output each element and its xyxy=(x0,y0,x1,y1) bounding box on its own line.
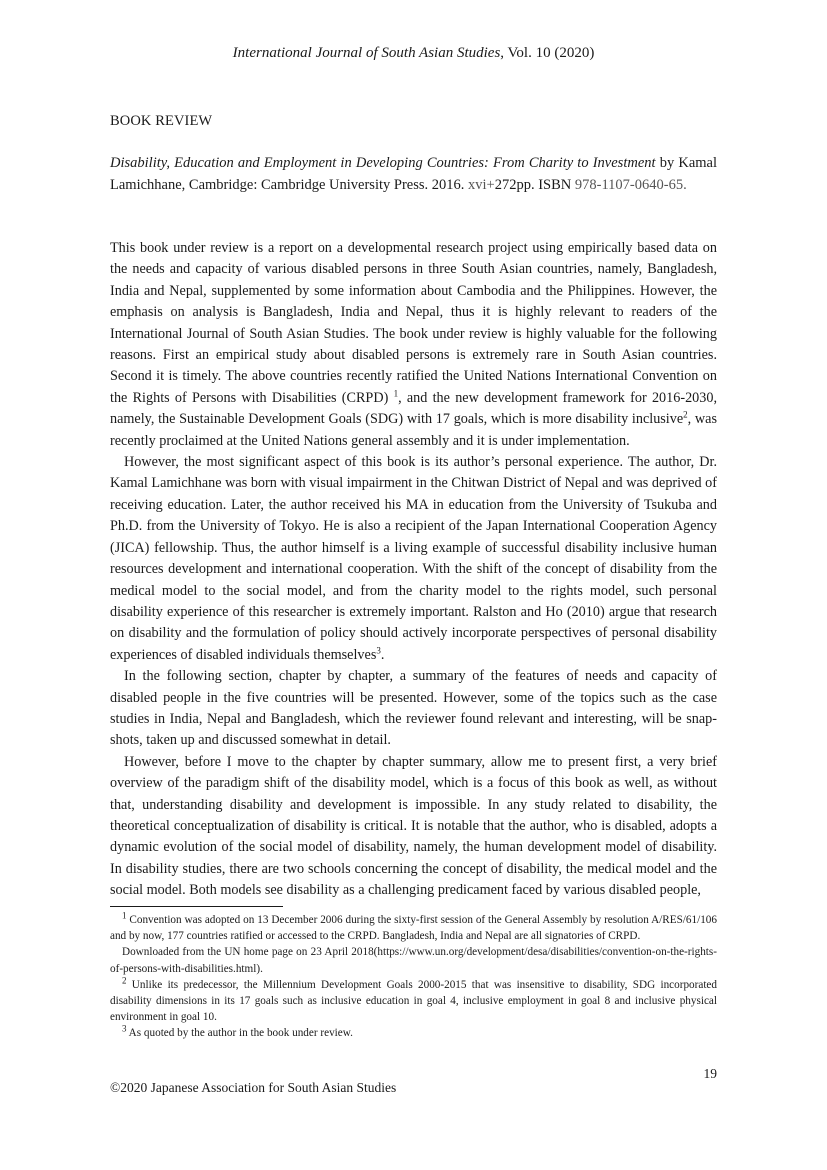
footnote-divider xyxy=(110,906,283,907)
copyright-notice: ©2020 Japanese Association for South Asian Studies xyxy=(110,1080,397,1095)
body-paragraph xyxy=(110,452,717,666)
citation-pages: 272pp. ISBN xyxy=(494,176,575,193)
footnote-ref: 3 xyxy=(376,644,381,655)
book-citation xyxy=(110,153,717,196)
body-text-segment: This book under review is a report on a developmental research project using empirically based data on the needs and capacity of various disabled persons in three South Asian countries, namely, Bangladesh, India and Nepal, supplemented by some information about Cambodia and the Philippines. However, the emphasis on analysis is Bangladesh, India and Nepal, thus it is highly relevant to readers of the International Journal of South Asian Studies. The book under review is highly valuable for the following reasons. First an empirical study about disabled persons is extremely rare in South Asian countries. Second it is timely. The above countries recently ratified the United Nations International Convention on the Rights of Persons with Disabilities (CRPD) xyxy=(110,240,717,406)
book-title: Disability, Education and Employment in Developing Countries: From Charity to Investment xyxy=(110,155,656,171)
body-text-segment: . xyxy=(380,646,385,663)
footnote-text: Unlike its predecessor, the Millennium Development Goals 2000-2015 that was insensitive to disability, SDG incorporated disability dimensions in its 17 goals such as inclusive education in goal 4, inclusive employment in goal 8 and inclusive physical environment in goal 10. xyxy=(110,978,717,1024)
body-paragraph: However, before I move to the chapter by chapter summary, allow me to present first, a very brief overview of the paradigm shift of the disability model, which is a focus of this book as well, as without that, understanding disability and development is impossible. In any study related to disability, the theoretical conceptualization of disability is critical. It is notable that the author, who is disabled, adopts a dynamic evolution of the social model of disability, namely, the human development model of disability. In disability studies, there are two schools concerning the concept of disability, the medical model and the social model. Both models see disability as a challenging predicament faced by various disabled people, xyxy=(110,753,717,899)
footnote-1-download: Downloaded from the UN home page on 23 April 2018(https://www.un.org/development/desa/disabilities/convention-on-the-rights-of-persons-with-disabilities.html). xyxy=(110,946,717,975)
running-header xyxy=(0,45,827,62)
footnote-2 xyxy=(110,977,717,1026)
body-paragraph: In the following section, chapter by chapter, a summary of the features of needs and capacity of disabled people in the five countries will be presented. However, some of the topics such as the case studies in India, Nepal and Bangladesh, which the reviewer found relevant and interesting, will be snap-shots, taken up and discussed somewhat in detail. xyxy=(110,668,717,749)
body-text-segment: However, the most significant aspect of this book is its author’s personal experience. The author, Dr. Kamal Lamichhane was born with visual impairment in the Chitwan District of Nepal and was deprived of receiving education. Later, the author received his MA in education from the University of Tsukuba and Ph.D. from the University of Tokyo. He is also a recipient of the Japan International Cooperation Agency (JICA) fellowship. Thus, the author himself is a living example of successful disability inclusive human resources development and international cooperation. With the shift of the concept of disability from the medical model to the social model, and from the charity model to the rights model, such personal disability experience of this researcher is extremely important. Ralston and Ho (2010) argue that research on disability and the formulation of policy should actively incorporate perspectives of personal disability experiences of disabled individuals themselves xyxy=(110,454,717,663)
body-text-segment: , and the new development framework for 2016-2030, namely, the Sustainable Development Goals (SDG) with 17 goals, which is more disability inclusive xyxy=(110,389,717,428)
volume-year: , Vol. 10 (2020) xyxy=(500,45,595,61)
citation-author-publisher: Kamal Lamichhane, Cambridge: Cambridge University Press. 2016. xyxy=(110,155,718,193)
body-paragraph xyxy=(110,238,717,452)
body-text-segment: , was recently proclaimed at the United Nations general assembly and it is under implementation. xyxy=(110,411,717,449)
journal-title: International Journal of South Asian Studies xyxy=(232,45,501,61)
footnote-text: Convention was adopted on 13 December 2006 during the sixty-first session of the General Assembly by resolution A/RES/61/106 and by now, 177 countries ratified or accessed to the CRPD. Bangladesh, India and Nepal are all signatories of CRPD. xyxy=(110,914,717,943)
footnotes xyxy=(110,912,717,1042)
citation-by: by xyxy=(655,155,675,171)
footnote-number: 3 xyxy=(122,1023,127,1034)
citation-pages-roman: xvi+ xyxy=(468,176,495,193)
section-label: BOOK REVIEW xyxy=(110,113,213,129)
page-number: 19 xyxy=(703,1066,717,1081)
footnote-text: As quoted by the author in the book under review. xyxy=(126,1027,353,1040)
footnote-3 xyxy=(110,1025,717,1041)
footnote-1 xyxy=(110,912,717,944)
citation-isbn: 978-1107-0640-65 xyxy=(574,176,684,193)
footnote-number: 2 xyxy=(122,975,127,986)
footnote-number: 1 xyxy=(122,910,127,921)
footnote-ref: 1 xyxy=(393,388,399,399)
citation-period: . xyxy=(683,176,687,193)
footnote-ref: 2 xyxy=(683,409,688,420)
review-body xyxy=(110,238,717,902)
